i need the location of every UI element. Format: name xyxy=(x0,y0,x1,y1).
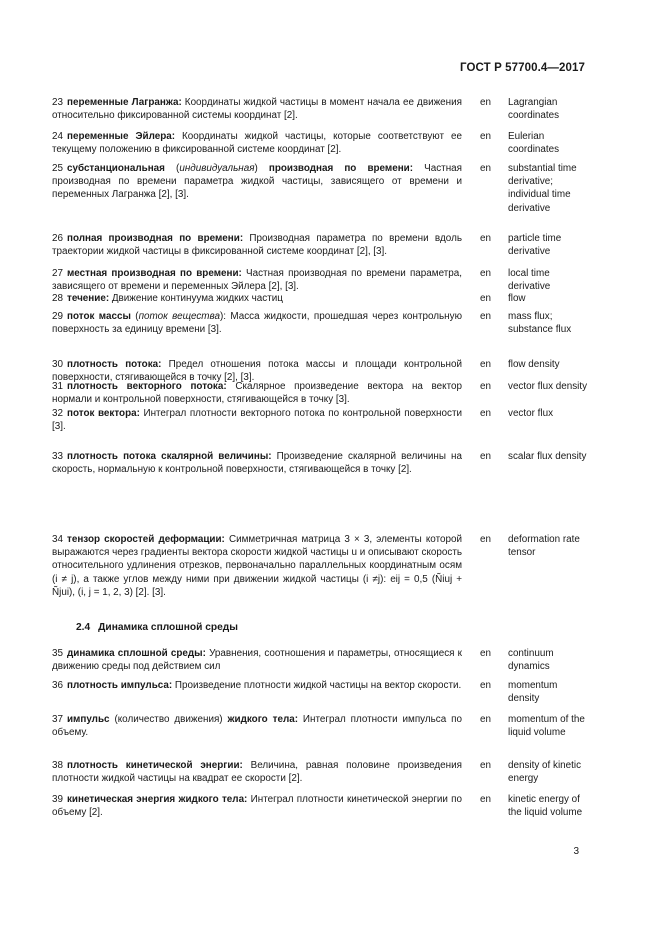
entry-english-term: deformation rate tensor xyxy=(508,534,580,559)
entry-text: : Масса жидкости, прошедшая через контрольную поверхность за единицу времени [3]. xyxy=(52,311,462,336)
entry-language-code: en xyxy=(480,233,491,244)
entry-term: поток массы xyxy=(66,311,131,322)
entry-definition: 29 поток массы (поток вещества): Масса жидкости, прошедшая через контрольную поверхность за единицу времени [3]. xyxy=(52,311,462,336)
entry-english-term: vector flux density xyxy=(508,381,588,392)
entry-term: импульс xyxy=(66,714,110,725)
entry-term: полная производная по времени: xyxy=(66,233,244,244)
entry-english-term: momentum of the liquid volume xyxy=(508,714,585,739)
entry-number: 29 xyxy=(52,311,63,322)
entry-language-code: en xyxy=(480,163,491,174)
entry-text: Предел отношения потока массы и площади контрольной поверхности, стягивающейся в точку [2], [3]. xyxy=(52,359,462,384)
entry-term-end: производная по времени: xyxy=(257,163,414,174)
entry-number: 24 xyxy=(52,131,63,142)
entry-number: 32 xyxy=(52,408,63,419)
entry-definition xyxy=(52,713,462,739)
entry-text: Координаты жидкой частицы, которые соответствуют ее текущему положению в фиксированной системе координат [2]. xyxy=(52,131,462,156)
entry-number: 38 xyxy=(52,760,63,771)
entry-term: течение: xyxy=(66,293,110,304)
entry-definition xyxy=(52,793,462,819)
entry-number: 33 xyxy=(52,451,63,462)
entry-term: тензор скоростей деформации: xyxy=(66,534,225,545)
entry-language-code: en xyxy=(480,293,491,304)
entry-term-end: жидкого тела: xyxy=(227,714,299,725)
entry-english-term: kinetic energy of the liquid volume xyxy=(508,794,583,819)
document-code: ГОСТ Р 57700.4—2017 xyxy=(460,62,585,74)
entry-text: Производная параметра по времени вдоль траектории жидкой частицы в фиксированной системе координат [2], [3]. xyxy=(52,233,462,258)
entry-term: субстанциональная xyxy=(66,163,165,174)
entry-term: поток вектора: xyxy=(66,408,140,419)
entry-text: Скалярное произведение вектора на вектор нормали и контрольной поверхности, стягивающейся в точку [3]. xyxy=(52,381,463,406)
entry-number: 37 xyxy=(52,714,63,725)
entry-definition xyxy=(52,292,462,305)
entry-text: Величина, равная половине произведения плотности жидкой частицы на квадрат ее скорости [2]. xyxy=(52,760,462,785)
entry-english-term: Lagrangian coordinates xyxy=(508,97,560,122)
entry-text: Интеграл плотности импульса по объему. xyxy=(52,714,462,739)
entry-text: Интеграл плотности векторного потока по контрольной поверхности [3]. xyxy=(52,408,462,433)
entry-text: Симметричная матрица 3 × 3, элементы которой выражаются через градиенты вектора скорости жидкой частицы u и описывают скорость относительного удлинения отрезков, первоначально параллельных координатным осям (i ≠ j), а также углов между ними при движении жидкой частицы (i ≠j): eij = 0,5 (Ñiuj + Ñjui), (i, j = 1, 2, 3) [2]. [3]. xyxy=(52,534,462,598)
entry-term: плотность потока скалярной величины: xyxy=(66,451,272,462)
entry-english-term: flow xyxy=(508,293,526,304)
entry-term: динамика сплошной среды: xyxy=(66,648,206,659)
entry-definition xyxy=(52,232,462,258)
entry-english-term: scalar flux density xyxy=(508,451,587,462)
entry-language-code: en xyxy=(480,268,491,279)
entry-term: кинетическая энергия жидкого тела: xyxy=(66,794,248,805)
entry-definition xyxy=(52,679,462,692)
entry-term: плотность кинетической энергии: xyxy=(66,760,243,771)
section-title: Динамика сплошной среды xyxy=(98,622,238,633)
entry-term: переменные Эйлера: xyxy=(66,131,176,142)
entry-number: 28 xyxy=(52,293,63,304)
entry-language-code: en xyxy=(480,648,491,659)
entry-language-code: en xyxy=(480,131,491,142)
entry-language-code: en xyxy=(480,451,491,462)
entry-english-term: mass flux; substance flux xyxy=(508,311,572,336)
entry-language-code: en xyxy=(480,714,491,725)
entry-language-code: en xyxy=(480,760,491,771)
entry-text: Уравнения, соотношения и параметры, относящиеся к движению среды под действием сил xyxy=(52,648,462,673)
entry-english-term: flow density xyxy=(508,359,560,370)
entry-definition xyxy=(52,407,462,433)
entry-definition xyxy=(52,450,462,476)
entry-number: 30 xyxy=(52,359,63,370)
entry-text: Произведение плотности жидкой частицы на вектор скорости. xyxy=(172,680,462,691)
entry-language-code: en xyxy=(480,359,491,370)
entry-number: 23 xyxy=(52,97,63,108)
entry-english-term: vector flux xyxy=(508,408,554,419)
entry-term: переменные Лагранжа: xyxy=(66,97,182,108)
entry-number: 27 xyxy=(52,268,63,279)
entry-language-code: en xyxy=(480,381,491,392)
entry-language-code: en xyxy=(480,408,491,419)
entry-term: местная производная по времени: xyxy=(66,268,242,279)
entry-english-term: density of kinetic energy xyxy=(508,760,582,785)
entry-text: Интеграл плотности кинетической энергии по объему [2]. xyxy=(52,794,463,819)
entry-term: плотность импульса: xyxy=(66,680,173,691)
entry-language-code: en xyxy=(480,311,491,322)
entry-definition xyxy=(52,533,462,599)
entry-number: 39 xyxy=(52,794,63,805)
section-heading xyxy=(76,622,238,633)
entry-english-term: particle time derivative xyxy=(508,233,562,258)
entry-text: Движение континуума жидких частиц xyxy=(109,293,283,304)
entry-number: 25 xyxy=(52,163,63,174)
entry-english-term: continuum dynamics xyxy=(508,648,554,673)
entry-definition xyxy=(52,759,462,785)
entry-language-code: en xyxy=(480,534,491,545)
entry-term-synonym: поток вещества xyxy=(138,311,220,322)
entry-number: 36 xyxy=(52,680,63,691)
entry-text: Координаты жидкой частицы в момент начала ее движения относительно фиксированной системы координат [2]. xyxy=(52,97,462,122)
entry-number: 34 xyxy=(52,534,63,545)
entry-definition xyxy=(52,647,462,673)
entry-definition xyxy=(52,267,462,293)
entry-term: плотность векторного потока: xyxy=(66,381,227,392)
entry-text: Частная производная по времени параметра, зависящего от времени и переменных Эйлера [2], [3]. xyxy=(52,268,462,293)
entry-english-term: Eulerian coordinates xyxy=(508,131,560,156)
entry-number: 26 xyxy=(52,233,63,244)
entry-definition: 25 субстанциональная (индивидуальная) производная по времени: Частная производная по времени параметра жидкой частицы, зависящего от времени и переменных Лагранжа [2], [3]. xyxy=(52,163,462,201)
entry-language-code: en xyxy=(480,97,491,108)
entry-definition xyxy=(52,130,462,156)
entry-term-synonym: индивидуальная xyxy=(179,163,255,174)
entry-term: плотность потока: xyxy=(66,359,162,370)
entry-english-term: substantial time derivative; individual time derivative xyxy=(508,163,577,214)
entry-text: Произведение скалярной величины на скорость, нормальную к контрольной поверхности, стягивающейся в точку [2]. xyxy=(52,451,462,476)
entry-language-code: en xyxy=(480,680,491,691)
entry-english-term: local time derivative xyxy=(508,268,551,293)
entry-term-note: (количество движения) xyxy=(109,714,228,725)
entry-number: 35 xyxy=(52,648,63,659)
section-number: 2.4 xyxy=(76,622,91,633)
entry-number: 31 xyxy=(52,381,63,392)
entry-definition xyxy=(52,96,462,122)
entry-definition xyxy=(52,380,462,406)
entry-english-term: momentum density xyxy=(508,680,558,705)
entry-text: Частная производная по времени параметра жидкой частицы, зависящего от времени и переменных Лагранжа [2], [3]. xyxy=(52,163,462,201)
entry-language-code: en xyxy=(480,794,491,805)
page-number: 3 xyxy=(573,846,579,857)
